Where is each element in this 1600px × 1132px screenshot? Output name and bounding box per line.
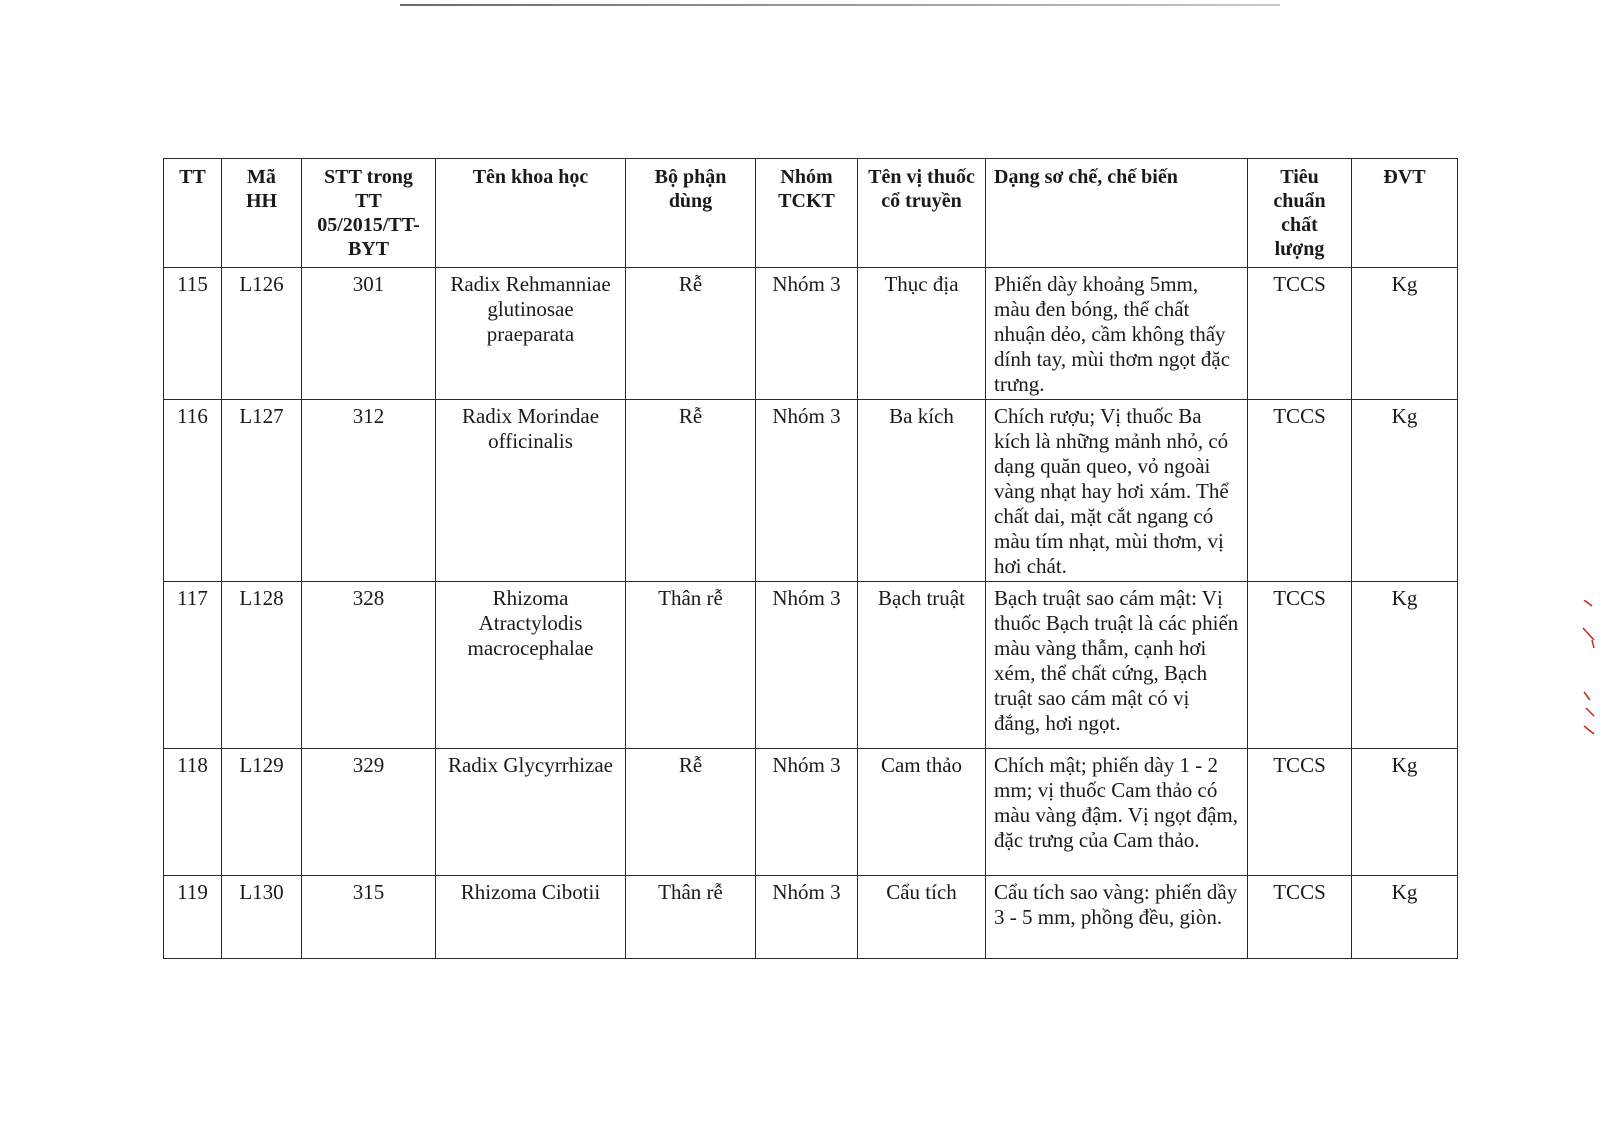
cell-ten-vi-thuoc: Cam thảo: [858, 749, 986, 876]
header-tieu-chuan: Tiêu chuẩn chất lượng: [1248, 159, 1352, 268]
cell-dang-so-che: Cẩu tích sao vàng: phiến dầy 3 - 5 mm, phồng đều, giòn.: [986, 876, 1248, 959]
cell-tt: 115: [164, 268, 222, 400]
cell-nhom-tckt: Nhóm 3: [756, 582, 858, 749]
header-row: [164, 159, 1458, 268]
herbal-medicine-table: [163, 158, 1458, 959]
cell-dang-so-che: Bạch truật sao cám mật: Vị thuốc Bạch truật là các phiến màu vàng thẫm, cạnh hơi xém, thể chất cứng, Bạch truật sao cám mật có vị đắng, hơi ngọt.: [986, 582, 1248, 749]
cell-ten-vi-thuoc: Cẩu tích: [858, 876, 986, 959]
cell-tt: 116: [164, 400, 222, 582]
cell-ten-vi-thuoc: Bạch truật: [858, 582, 986, 749]
cell-dvt: Kg: [1352, 876, 1458, 959]
table-row: [164, 876, 1458, 959]
cell-dang-so-che: Chích rượu; Vị thuốc Ba kích là những mảnh nhỏ, có dạng quăn queo, vỏ ngoài vàng nhạt hay hơi xám. Thể chất dai, mặt cắt ngang có màu tím nhạt, mùi thơm, vị hơi chát.: [986, 400, 1248, 582]
cell-dang-so-che: Chích mật; phiến dày 1 - 2 mm; vị thuốc Cam thảo có màu vàng đậm. Vị ngọt đậm, đặc trưng của Cam thảo.: [986, 749, 1248, 876]
cell-tt: 117: [164, 582, 222, 749]
cell-ma-hh: L128: [222, 582, 302, 749]
cell-ten-vi-thuoc: Thục địa: [858, 268, 986, 400]
cell-tt: 119: [164, 876, 222, 959]
cell-stt: 328: [302, 582, 436, 749]
cell-ten-khoa-hoc: Rhizoma Atractylodis macrocephalae: [436, 582, 626, 749]
header-ma-hh: Mã HH: [222, 159, 302, 268]
cell-stt: 312: [302, 400, 436, 582]
table-row: [164, 582, 1458, 749]
cell-nhom-tckt: Nhóm 3: [756, 876, 858, 959]
header-nhom-tckt: Nhóm TCKT: [756, 159, 858, 268]
cell-bo-phan-dung: Rễ: [626, 749, 756, 876]
header-dvt: ĐVT: [1352, 159, 1458, 268]
margin-stamp-fragment: [1582, 600, 1598, 760]
cell-stt: 329: [302, 749, 436, 876]
cell-dvt: Kg: [1352, 582, 1458, 749]
cell-nhom-tckt: Nhóm 3: [756, 749, 858, 876]
header-ten-vi-thuoc: Tên vị thuốc cổ truyền: [858, 159, 986, 268]
cell-stt: 315: [302, 876, 436, 959]
cell-ma-hh: L127: [222, 400, 302, 582]
table-row: [164, 268, 1458, 400]
header-bo-phan-dung: Bộ phận dùng: [626, 159, 756, 268]
cell-bo-phan-dung: Thân rễ: [626, 876, 756, 959]
header-dang-so-che: Dạng sơ chế, chế biến: [986, 159, 1248, 268]
cell-tieu-chuan: TCCS: [1248, 268, 1352, 400]
cell-tieu-chuan: TCCS: [1248, 876, 1352, 959]
header-tt: TT: [164, 159, 222, 268]
cell-tieu-chuan: TCCS: [1248, 749, 1352, 876]
cell-dang-so-che: Phiến dày khoảng 5mm, màu đen bóng, thể chất nhuận dẻo, cầm không thấy dính tay, mùi thơm ngọt đặc trưng.: [986, 268, 1248, 400]
table-row: [164, 400, 1458, 582]
cell-dvt: Kg: [1352, 268, 1458, 400]
cell-bo-phan-dung: Thân rễ: [626, 582, 756, 749]
cell-ten-khoa-hoc: Rhizoma Cibotii: [436, 876, 626, 959]
cell-ten-vi-thuoc: Ba kích: [858, 400, 986, 582]
cell-nhom-tckt: Nhóm 3: [756, 400, 858, 582]
cell-dvt: Kg: [1352, 400, 1458, 582]
cell-ma-hh: L129: [222, 749, 302, 876]
header-ten-khoa-hoc: Tên khoa học: [436, 159, 626, 268]
cell-dvt: Kg: [1352, 749, 1458, 876]
cell-ma-hh: L126: [222, 268, 302, 400]
table-row: [164, 749, 1458, 876]
cell-stt: 301: [302, 268, 436, 400]
cell-ten-khoa-hoc: Radix Glycyrrhizae: [436, 749, 626, 876]
cell-bo-phan-dung: Rễ: [626, 400, 756, 582]
cell-ten-khoa-hoc: Radix Rehmanniae glutinosae praeparata: [436, 268, 626, 400]
cell-ma-hh: L130: [222, 876, 302, 959]
cell-nhom-tckt: Nhóm 3: [756, 268, 858, 400]
cell-tt: 118: [164, 749, 222, 876]
header-stt: STT trong TT 05/2015/TT-BYT: [302, 159, 436, 268]
cell-bo-phan-dung: Rễ: [626, 268, 756, 400]
cell-tieu-chuan: TCCS: [1248, 582, 1352, 749]
cell-tieu-chuan: TCCS: [1248, 400, 1352, 582]
cell-ten-khoa-hoc: Radix Morindae officinalis: [436, 400, 626, 582]
scan-edge-line: [400, 4, 1280, 6]
